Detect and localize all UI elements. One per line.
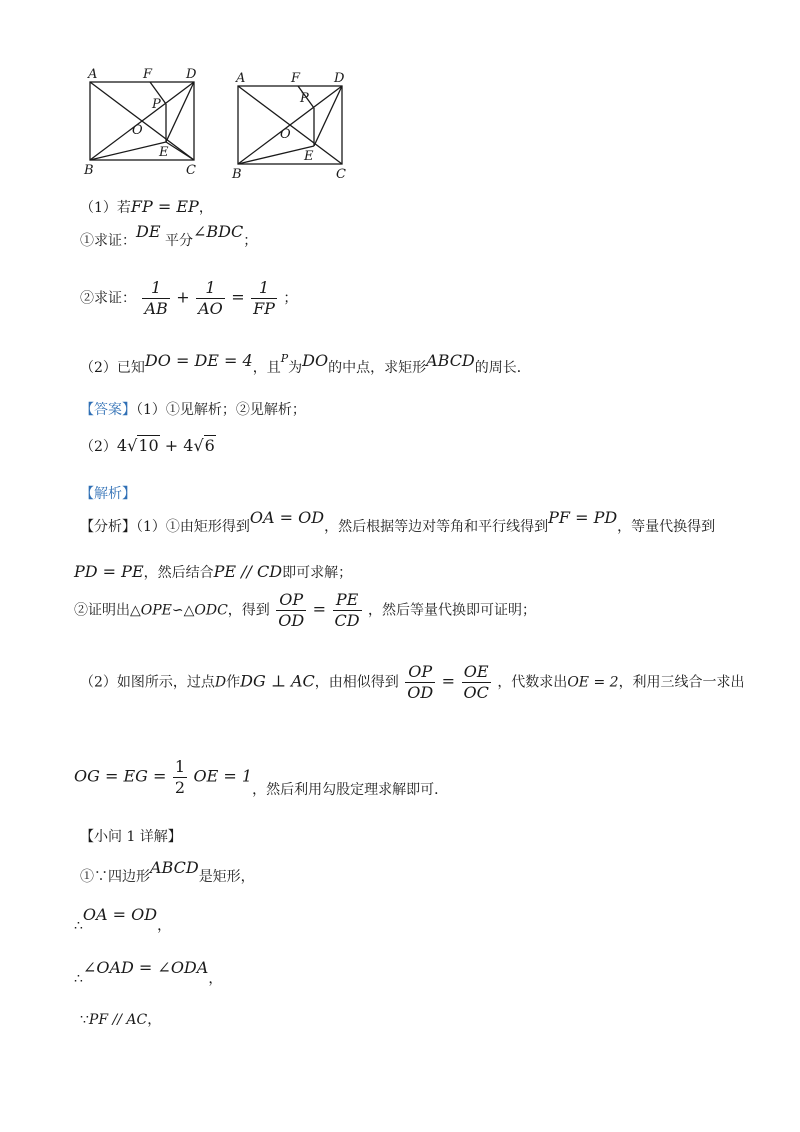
answer-line-1: 【答案】（1）①见解析；②见解析； xyxy=(80,402,306,418)
label-f: F xyxy=(143,67,153,82)
label-o: O xyxy=(132,123,143,138)
q1-part2: ②求证： $\frac{1}{AB}$ + $\frac{1}{AO}$ = $\frac{1}{FP}$ ； xyxy=(80,278,298,318)
label-o: O xyxy=(280,127,291,142)
geometry-figure-left xyxy=(80,64,210,180)
fenxi-line-4: （2）如图所示，过点D作DG ⊥ AC，由相似得到 $\frac{OP}{OD}$ = $\frac{OE}{OC}$ ，代数求出OE = 2，利用三线合一求出 xyxy=(80,662,745,702)
detail-line-1: ①∵四边形ABCD是矩形， xyxy=(80,858,255,885)
label-c: C xyxy=(186,163,196,178)
label-d: D xyxy=(186,67,197,82)
answer-line-2: （2）4√10 + 4√6 xyxy=(80,436,215,455)
q1-intro: （1）若FP = EP， xyxy=(80,197,213,216)
detail-line-2: ∴OA = OD， xyxy=(74,905,172,934)
detail-line-3: ∴∠OAD = ∠ODA， xyxy=(74,958,223,987)
detail-heading: 【小问 1 详解】 xyxy=(80,829,182,845)
label-b: B xyxy=(232,167,242,182)
label-f: F xyxy=(291,71,301,86)
q2-line: （2）已知DO = DE = 4，且$^P$为DO的中点，求矩形ABCD的周长． xyxy=(80,351,531,376)
label-e: E xyxy=(159,145,169,160)
detail-line-4: ∵PF // AC， xyxy=(80,1012,162,1028)
label-p: P xyxy=(152,97,161,112)
answer-tag: 【答案】 xyxy=(80,402,136,418)
label-a: A xyxy=(236,71,246,86)
fenxi-line-5: OG = EG = $\frac{1}{2}$ OE = 1，然后利用勾股定理求解即可． xyxy=(74,757,449,798)
label-p: P xyxy=(300,91,309,106)
label-c: C xyxy=(336,167,346,182)
fenxi-line-2: PD = PE，然后结合PE // CD即可求解； xyxy=(74,562,353,581)
q1-part1: ①求证：DE 平分∠BDC； xyxy=(80,222,258,249)
fenxi-line-1: 【分析】（1）①由矩形得到OA = OD，然后根据等边对等角和平行线得到PF = PD，等量代换得到 xyxy=(80,508,716,535)
label-e: E xyxy=(304,149,314,164)
label-b: B xyxy=(84,163,94,178)
fenxi-line-3: ②证明出△OPE∽△ODC，得到 $\frac{OP}{OD}$ = $\frac{PE}{CD}$ ，然后等量代换即可证明； xyxy=(74,590,537,630)
label-d: D xyxy=(334,71,345,86)
label-a: A xyxy=(88,67,98,82)
geometry-figure-right xyxy=(228,68,358,184)
analysis-heading: 【解析】 xyxy=(80,486,136,502)
